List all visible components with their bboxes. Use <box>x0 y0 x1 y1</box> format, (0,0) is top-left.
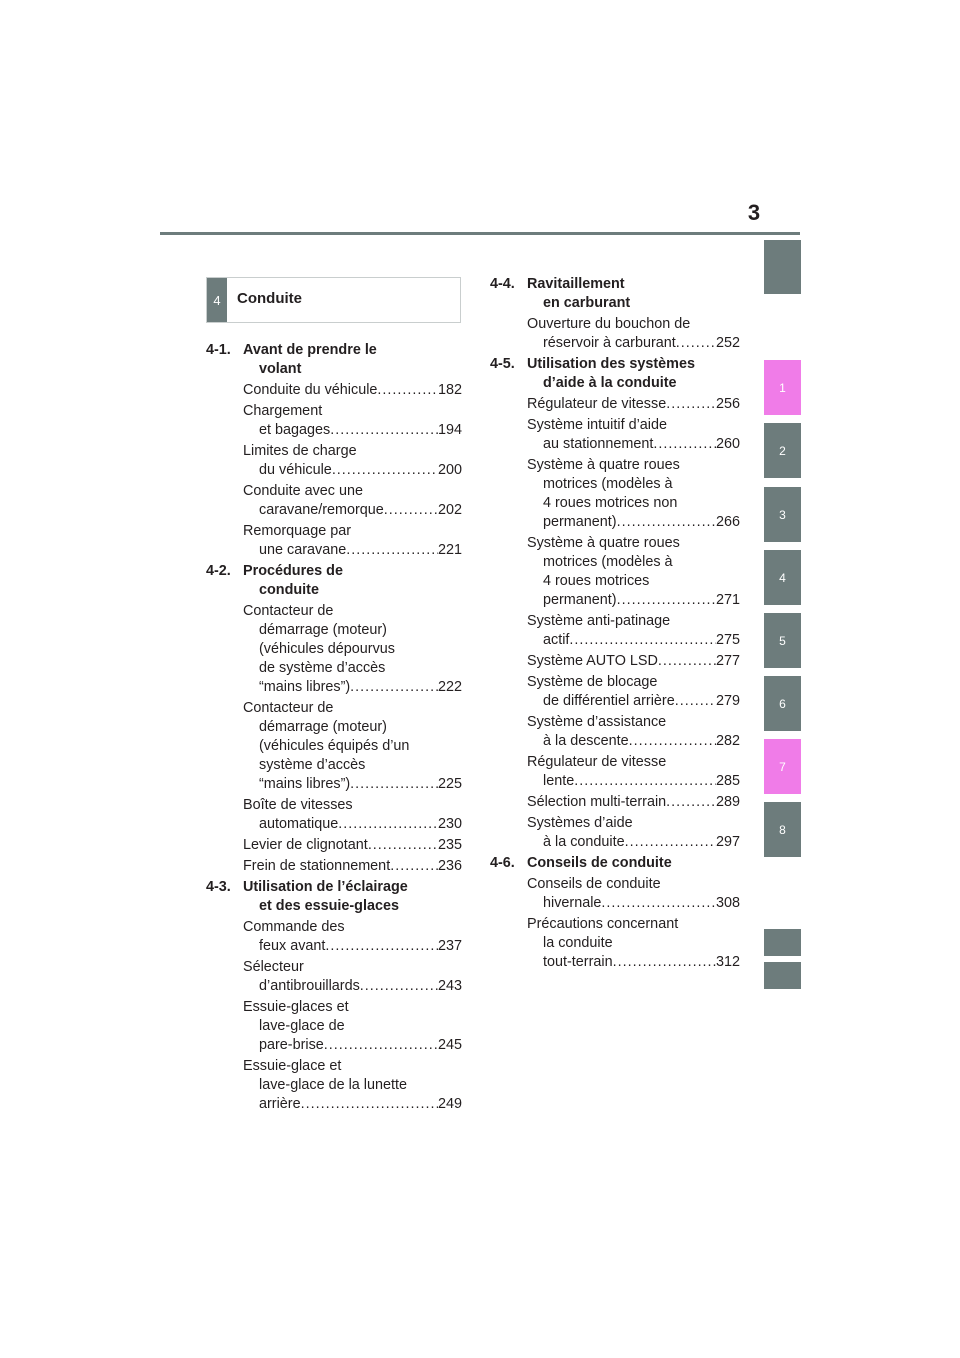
toc-entry[interactable]: Système AUTO LSD ..... 277 <box>527 652 740 671</box>
toc-entry[interactable]: Conduite du véhicule ..... 182 <box>243 381 462 400</box>
side-tab-8[interactable]: 8 <box>764 802 801 857</box>
toc-entry[interactable]: Système à quatre roues motrices (modèles à 4 roues motrices permanent) ..... 271 <box>527 534 740 610</box>
side-tab-4[interactable]: 4 <box>764 550 801 605</box>
toc-entry[interactable]: Sélecteur d’antibrouillards ..... 243 <box>243 958 462 996</box>
toc-group-4-5: 4-5. Utilisation des systèmes d’aide à la conduite <box>490 356 695 391</box>
side-tab-blank-a[interactable] <box>764 929 801 956</box>
side-tab-1[interactable]: 1 <box>764 360 801 415</box>
toc-entry[interactable]: Essuie-glaces et lave-glace de pare-brise ..... 245 <box>243 998 462 1055</box>
toc-entry[interactable]: Système anti-patinage actif ..... 275 <box>527 612 740 650</box>
toc-entry[interactable]: Boîte de vitesses automatique ..... 230 <box>243 796 462 834</box>
side-tab-blank-top[interactable] <box>764 240 801 294</box>
toc-group-4-1: 4-1. Avant de prendre le volant <box>206 342 377 377</box>
toc-entry[interactable]: Levier de clignotant ..... 235 <box>243 836 462 855</box>
section-title: Conduite <box>237 290 302 307</box>
toc-entry[interactable]: Ouverture du bouchon de réservoir à carburant ..... 252 <box>527 315 740 353</box>
page-number: 3 <box>747 200 761 225</box>
side-tab-6[interactable]: 6 <box>764 676 801 731</box>
toc-entry[interactable]: Système à quatre roues motrices (modèles à 4 roues motrices non permanent) ..... 266 <box>527 456 740 532</box>
header-rule <box>160 232 800 235</box>
toc-entry[interactable]: Chargement et bagages ..... 194 <box>243 402 462 440</box>
toc-entry[interactable]: Commande des feux avant ..... 237 <box>243 918 462 956</box>
section-header <box>206 277 461 323</box>
toc-group-4-3: 4-3. Utilisation de l’éclairage et des essuie-glaces <box>206 879 408 914</box>
toc-entry[interactable]: Conseils de conduite hivernale ..... 308 <box>527 875 740 913</box>
toc-entry[interactable]: Régulateur de vitesse ..... 256 <box>527 395 740 414</box>
toc-entry[interactable]: Système intuitif d’aide au stationnement ..... 260 <box>527 416 740 454</box>
toc-group-4-6: 4-6. Conseils de conduite <box>490 855 672 871</box>
toc-entry[interactable]: Systèmes d’aide à la conduite ..... 297 <box>527 814 740 852</box>
toc-entry[interactable]: Contacteur de démarrage (moteur) (véhicules équipés d’un système d’accès “mains libres”) ..... 225 <box>243 699 462 794</box>
toc-entry[interactable]: Remorquage par une caravane ..... 221 <box>243 522 462 560</box>
toc-column-left <box>206 341 462 1116</box>
toc-entry[interactable]: Conduite avec une caravane/remorque ..... 202 <box>243 482 462 520</box>
toc-entry[interactable]: Contacteur de démarrage (moteur) (véhicules dépourvus de système d’accès “mains libres”) ..... 222 <box>243 602 462 697</box>
toc-entry[interactable]: Sélection multi-terrain ..... 289 <box>527 793 740 812</box>
toc-entry[interactable]: Essuie-glace et lave-glace de la lunette arrière ..... 249 <box>243 1057 462 1114</box>
toc-entry[interactable]: Frein de stationnement ..... 236 <box>243 857 462 876</box>
side-tab-3[interactable]: 3 <box>764 487 801 542</box>
toc-entry[interactable]: Régulateur de vitesse lente ..... 285 <box>527 753 740 791</box>
side-tab-5[interactable]: 5 <box>764 613 801 668</box>
side-tab-7[interactable]: 7 <box>764 739 801 794</box>
toc-group-4-4: 4-4. Ravitaillement en carburant <box>490 276 631 311</box>
toc-group-4-2: 4-2. Procédures de conduite <box>206 563 343 598</box>
section-number: 4 <box>207 278 227 322</box>
side-tab-2[interactable]: 2 <box>764 423 801 478</box>
toc-entry[interactable]: Précautions concernant la conduite tout-terrain ..... 312 <box>527 915 740 972</box>
toc-entry[interactable]: Système de blocage de différentiel arrière ..... 279 <box>527 673 740 711</box>
side-tab-blank-b[interactable] <box>764 962 801 989</box>
toc-entry[interactable]: Limites de charge du véhicule ..... 200 <box>243 442 462 480</box>
toc-column-right <box>490 275 740 974</box>
toc-entry[interactable]: Système d’assistance à la descente ..... 282 <box>527 713 740 751</box>
